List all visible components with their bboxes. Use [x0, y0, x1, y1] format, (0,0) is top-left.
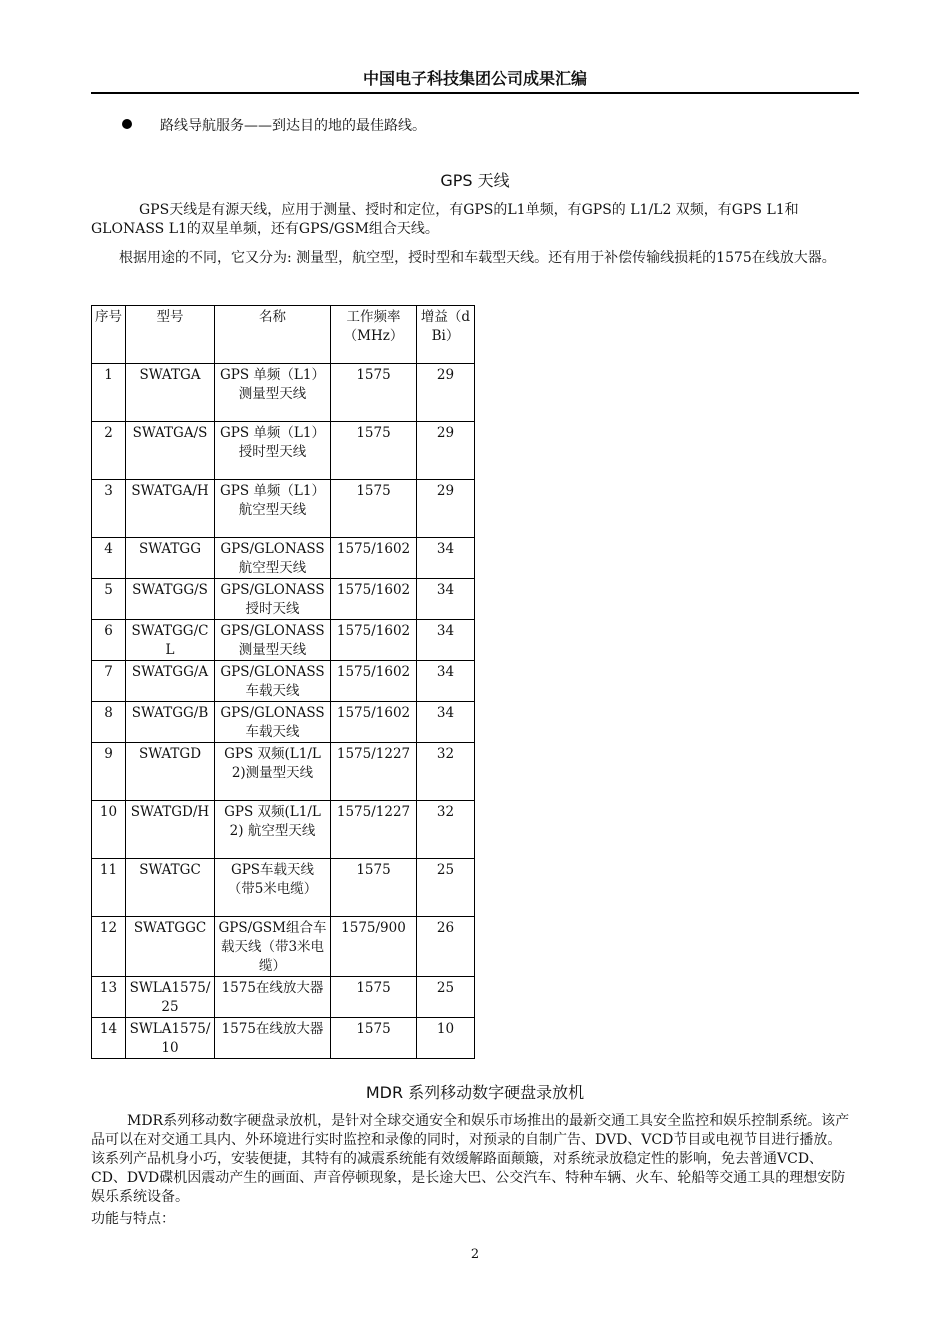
antenna-spec-table — [91, 305, 475, 1059]
model-cell: SWATGD — [126, 743, 215, 801]
name-cell: GPS/GLONASS航空型天线 — [215, 538, 331, 579]
mdr-section-heading: MDR 系列移动数字硬盘录放机 — [365, 1083, 585, 1102]
column-header: 工作频率（MHz） — [331, 306, 417, 364]
name-cell: GPS/GLONASS车载天线 — [215, 661, 331, 702]
name-cell: 1575在线放大器 — [215, 977, 331, 1018]
model-cell: SWATGD/H — [126, 801, 215, 859]
row-number: 11 — [92, 859, 126, 917]
row-number: 9 — [92, 743, 126, 801]
gain-cell: 34 — [417, 579, 475, 620]
gain-cell: 10 — [417, 1018, 475, 1059]
model-cell: SWATGGC — [126, 917, 215, 977]
table-row — [92, 422, 475, 480]
row-number: 14 — [92, 1018, 126, 1059]
table-body — [92, 306, 475, 1059]
model-cell: SWATGG — [126, 538, 215, 579]
name-cell: GPS 单频（L1）航空型天线 — [215, 480, 331, 538]
table-row — [92, 801, 475, 859]
frequency-cell: 1575/1602 — [331, 579, 417, 620]
frequency-cell: 1575/1602 — [331, 620, 417, 661]
frequency-cell: 1575/1602 — [331, 538, 417, 579]
name-cell: GPS 双频(L1/L2) 航空型天线 — [215, 801, 331, 859]
table-row — [92, 743, 475, 801]
frequency-cell: 1575 — [331, 364, 417, 422]
frequency-cell: 1575 — [331, 422, 417, 480]
gain-cell: 34 — [417, 702, 475, 743]
gain-cell: 29 — [417, 480, 475, 538]
bullet-dot-icon — [122, 119, 132, 129]
gain-cell: 34 — [417, 620, 475, 661]
row-number: 6 — [92, 620, 126, 661]
row-number: 12 — [92, 917, 126, 977]
table-row — [92, 538, 475, 579]
row-number: 1 — [92, 364, 126, 422]
gain-cell: 25 — [417, 859, 475, 917]
gain-cell: 34 — [417, 538, 475, 579]
row-number: 5 — [92, 579, 126, 620]
name-cell: GPS 单频（L1）授时型天线 — [215, 422, 331, 480]
name-cell: GPS车载天线（带5米电缆） — [215, 859, 331, 917]
model-cell: SWATGG/B — [126, 702, 215, 743]
frequency-cell: 1575 — [331, 480, 417, 538]
frequency-cell: 1575/1602 — [331, 661, 417, 702]
features-label: 功能与特点： — [91, 1211, 175, 1227]
gps-paragraph-1: GPS天线是有源天线，应用于测量、授时和定位，有GPS的L1单频，有GPS的 L1/L2 双频，有GPS L1和GLONASS L1的双星单频，还有GPS/GSM组合天线。 — [91, 202, 799, 237]
column-header: 型号 — [126, 306, 215, 364]
frequency-cell: 1575/1227 — [331, 801, 417, 859]
name-cell: GPS 单频（L1）测量型天线 — [215, 364, 331, 422]
name-cell: GPS/GLONASS车载天线 — [215, 702, 331, 743]
gain-cell: 25 — [417, 977, 475, 1018]
row-number: 13 — [92, 977, 126, 1018]
table-row — [92, 661, 475, 702]
mdr-paragraph: MDR系列移动数字硬盘录放机，是针对全球交通安全和娱乐市场推出的最新交通工具安全监控和娱乐控制系统。该产品可以在对交通工具内、外环境进行实时监控和录像的同时，对预录的自制广告、DVD、VCD节目或电视节目进行播放。该系列产品机身小巧，安装便捷，其特有的减震系统能有效缓解路面颠簸，对系统录放稳定性的影响，免去普通VCD、CD、DVD碟机因震动产生的画面、声音停顿现象，是长途大巴、公交汽车、特种车辆、火车、轮船等交通工具的理想安防娱乐系统设备。 — [91, 1113, 850, 1205]
gain-cell: 26 — [417, 917, 475, 977]
table-row — [92, 859, 475, 917]
column-header: 名称 — [215, 306, 331, 364]
model-cell: SWATGG/A — [126, 661, 215, 702]
table-row — [92, 579, 475, 620]
model-cell: SWATGG/CL — [126, 620, 215, 661]
row-number: 3 — [92, 480, 126, 538]
name-cell: GPS/GSM组合车载天线（带3米电缆） — [215, 917, 331, 977]
column-header: 序号 — [92, 306, 126, 364]
row-number: 2 — [92, 422, 126, 480]
model-cell: SWATGG/S — [126, 579, 215, 620]
name-cell: GPS 双频(L1/L2)测量型天线 — [215, 743, 331, 801]
frequency-cell: 1575/1602 — [331, 702, 417, 743]
table-row — [92, 1018, 475, 1059]
gain-cell: 29 — [417, 364, 475, 422]
frequency-cell: 1575 — [331, 1018, 417, 1059]
bullet-text: 路线导航服务——到达目的地的最佳路线。 — [160, 118, 426, 134]
model-cell: SWLA1575/10 — [126, 1018, 215, 1059]
bullet-item — [122, 116, 426, 136]
model-cell: SWATGA/S — [126, 422, 215, 480]
gain-cell: 32 — [417, 801, 475, 859]
table-row — [92, 480, 475, 538]
page-number: 2 — [470, 1247, 480, 1262]
table-row — [92, 977, 475, 1018]
gain-cell: 29 — [417, 422, 475, 480]
table-header-row — [92, 306, 475, 364]
table-row — [92, 917, 475, 977]
gain-cell: 34 — [417, 661, 475, 702]
frequency-cell: 1575/900 — [331, 917, 417, 977]
row-number: 8 — [92, 702, 126, 743]
row-number: 10 — [92, 801, 126, 859]
model-cell: SWATGC — [126, 859, 215, 917]
page-header: 中国电子科技集团公司成果汇编 — [91, 66, 859, 94]
model-cell: SWATGA — [126, 364, 215, 422]
gps-section-heading: GPS 天线 — [440, 171, 510, 190]
row-number: 4 — [92, 538, 126, 579]
column-header: 增益（dBi） — [417, 306, 475, 364]
name-cell: 1575在线放大器 — [215, 1018, 331, 1059]
gain-cell: 32 — [417, 743, 475, 801]
table-row — [92, 702, 475, 743]
row-number: 7 — [92, 661, 126, 702]
frequency-cell: 1575 — [331, 859, 417, 917]
table-row — [92, 620, 475, 661]
gps-paragraph-2: 根据用途的不同，它又分为: 测量型，航空型，授时型和车载型天线。还有用于补偿传输线损耗的1575在线放大器。 — [119, 250, 836, 266]
table-row — [92, 364, 475, 422]
frequency-cell: 1575 — [331, 977, 417, 1018]
name-cell: GPS/GLONASS测量型天线 — [215, 620, 331, 661]
model-cell: SWATGA/H — [126, 480, 215, 538]
name-cell: GPS/GLONASS授时天线 — [215, 579, 331, 620]
frequency-cell: 1575/1227 — [331, 743, 417, 801]
model-cell: SWLA1575/25 — [126, 977, 215, 1018]
